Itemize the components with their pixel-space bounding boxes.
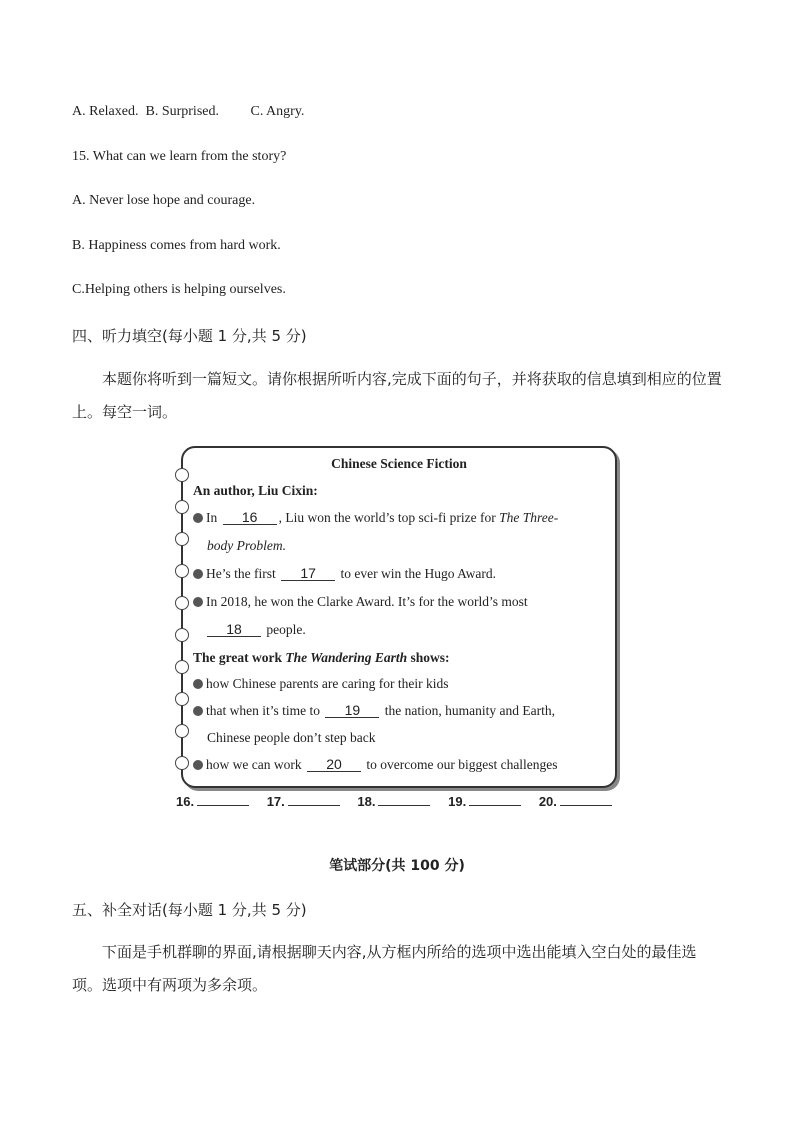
answer-blanks xyxy=(176,794,626,809)
card-line-6: how Chinese parents are caring for their kids xyxy=(193,676,449,692)
bullet-icon xyxy=(193,569,203,579)
q15-option-b: B. Happiness comes from hard work. xyxy=(72,238,281,253)
binder-ring-icon xyxy=(175,564,189,578)
answer-20[interactable]: 20. xyxy=(539,794,612,809)
answer-18[interactable]: 18. xyxy=(357,794,430,809)
card-title: Chinese Science Fiction xyxy=(331,456,467,471)
option-c: C. Angry. xyxy=(250,104,305,119)
binder-ring-icon xyxy=(175,660,189,674)
card-line-9: how we can work 20 to overcome our biggest challenges xyxy=(193,757,558,773)
answer-17[interactable]: 17. xyxy=(267,794,340,809)
bullet-icon xyxy=(193,760,203,770)
card-line-3: He’s the first 17 to ever win the Hugo Award. xyxy=(193,566,496,582)
work-heading: The great work The Wandering Earth shows: xyxy=(193,650,450,665)
option-b: B. Surprised. xyxy=(145,104,219,119)
card-line-5: 18 people. xyxy=(205,622,306,638)
answer-16[interactable]: 16. xyxy=(176,794,249,809)
written-part-title: 笔试部分(共 100 分) xyxy=(329,858,465,874)
blank-18: 18 xyxy=(207,622,261,637)
blank-17: 17 xyxy=(281,566,335,581)
card-line-7: that when it’s time to 19 the nation, humanity and Earth, xyxy=(193,703,555,719)
answer-19[interactable]: 19. xyxy=(448,794,521,809)
bullet-icon xyxy=(193,513,203,523)
section5-instruction: 下面是手机群聊的界面,请根据聊天内容,从方框内所给的选项中选出能填入空白处的最佳选项。选项中有两项为多余项。 xyxy=(72,943,697,994)
q15-option-c: C.Helping others is helping ourselves. xyxy=(72,282,286,297)
card-line-1: In 16 , Liu won the world’s top sci-fi prize for The Three- xyxy=(193,510,558,526)
bullet-icon xyxy=(193,597,203,607)
binder-ring-icon xyxy=(175,692,189,706)
binder-ring-icon xyxy=(175,500,189,514)
q15-option-a: A. Never lose hope and courage. xyxy=(72,193,256,208)
q15-question: 15. What can we learn from the story? xyxy=(72,149,287,164)
binder-ring-icon xyxy=(175,628,189,642)
q14-options xyxy=(72,104,304,120)
bullet-icon xyxy=(193,706,203,716)
blank-20: 20 xyxy=(307,757,361,772)
binder-ring-icon xyxy=(175,724,189,738)
card-line-2: body Problem. xyxy=(207,538,286,553)
card-line-8: Chinese people don’t step back xyxy=(207,730,376,745)
blank-19: 19 xyxy=(325,703,379,718)
option-a: A. Relaxed. xyxy=(72,104,139,119)
section4-heading: 四、听力填空(每小题 1 分,共 5 分) xyxy=(72,327,307,345)
blank-16: 16 xyxy=(223,510,277,525)
section4-instruction: 本题你将听到一篇短文。请你根据所听内容,完成下面的句子，并将获取的信息填到相应的位置上。每空一词。 xyxy=(72,370,722,421)
card-line-4: In 2018, he won the Clarke Award. It’s for the world’s most xyxy=(193,594,528,610)
binder-ring-icon xyxy=(175,756,189,770)
bullet-icon xyxy=(193,679,203,689)
binder-ring-icon xyxy=(175,532,189,546)
section5-heading: 五、补全对话(每小题 1 分,共 5 分) xyxy=(72,901,307,919)
author-heading: An author, Liu Cixin: xyxy=(193,483,318,498)
science-fiction-card xyxy=(181,446,617,788)
binder-ring-icon xyxy=(175,596,189,610)
